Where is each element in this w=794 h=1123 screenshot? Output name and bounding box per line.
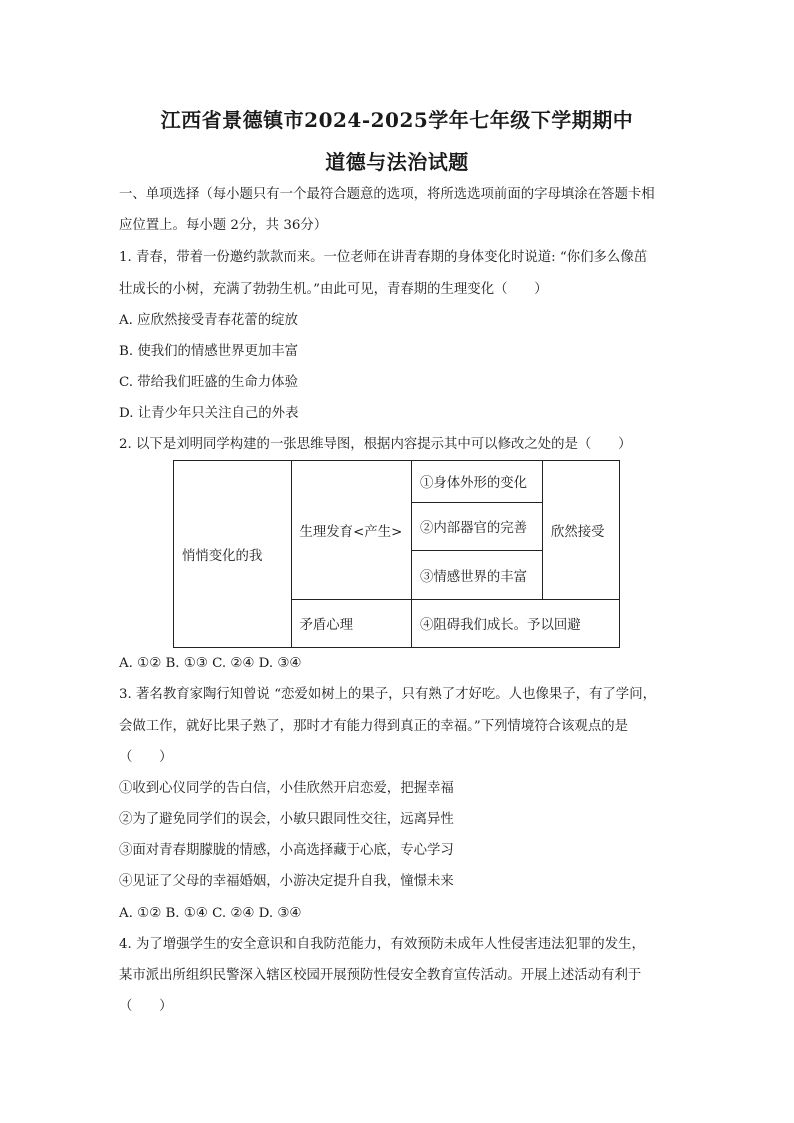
mind-map-table	[173, 460, 620, 648]
q1-option-a: A. 应欣然接受青春花蕾的绽放	[119, 313, 298, 328]
mind-map-leaf-2: ②内部器官的完善	[411, 503, 542, 551]
q3-item-4: ④见证了父母的幸福婚姻，小游决定提升自我，憧憬未来	[119, 874, 454, 889]
q3-stem-line1: 3. 著名教育家陶行知曾说 “恋爱如树上的果子，只有熟了才好吃。人也像果子，有了学问，	[119, 687, 656, 702]
section-heading-line1: 一、单项选择（每小题只有一个最符合题意的选项，将所选选项前面的字母填涂在答题卡相	[119, 187, 655, 202]
mind-map-attitude: 欣然接受	[542, 461, 619, 600]
mind-map-leaf-4: ④阻碍我们成长。予以回避	[411, 600, 619, 648]
q3-stem-line2: 会做工作，就好比果子熟了，那时才有能力得到真正的幸福。”下列情境符合该观点的是	[119, 719, 628, 734]
q1-option-d: D. 让青少年只关注自己的外表	[119, 406, 299, 421]
mind-map-branch-physical: 生理发育<产生>	[291, 461, 411, 600]
q1-stem-line1: 1. 青春，带着一份邀约款款而来。一位老师在讲青春期的身体变化时说道: “你们多么像茁	[119, 250, 648, 265]
q2-stem: 2. 以下是刘明同学构建的一张思维导图，根据内容提示其中可以修改之处的是（ ）	[119, 437, 632, 452]
q3-answers: A. ①② B. ①④ C. ②④ D. ③④	[119, 906, 302, 921]
q3-stem-line3: （ ）	[119, 750, 173, 765]
q1-option-c: C. 带给我们旺盛的生命力体验	[119, 375, 298, 390]
q3-item-2: ②为了避免同学们的误会，小敏只跟同性交往，远离异性	[119, 812, 454, 827]
exam-title-line2: 道德与法治试题	[325, 150, 469, 174]
q4-stem-line1: 4. 为了增强学生的安全意识和自我防范能力，有效预防未成年人性侵害违法犯罪的发生，	[119, 937, 645, 952]
exam-title-line1: 江西省景德镇市2024-2025学年七年级下学期期中	[160, 108, 634, 132]
mind-map-leaf-3: ③情感世界的丰富	[411, 551, 542, 600]
q4-stem-line2: 某市派出所组织民警深入辖区校园开展预防性侵安全教育宣传活动。开展上述活动有利于	[119, 968, 642, 983]
mind-map-leaf-1: ①身体外形的变化	[411, 461, 542, 503]
q1-stem-line2: 壮成长的小树，充满了勃勃生机。”由此可见，青春期的生理变化（ ）	[119, 282, 548, 297]
mind-map-root: 悄悄变化的我	[174, 461, 292, 648]
section-heading-line2: 应位置上。每小题 2分，共 36分）	[119, 218, 328, 233]
q1-option-b: B. 使我们的情感世界更加丰富	[119, 344, 299, 359]
q3-item-1: ①收到心仪同学的告白信，小佳欣然开启恋爱，把握幸福	[119, 781, 454, 796]
q4-stem-line3: （ ）	[119, 999, 173, 1014]
mind-map-branch-conflict: 矛盾心理	[291, 600, 411, 648]
q3-item-3: ③面对青春期朦胧的情感，小高选择藏于心底，专心学习	[119, 843, 454, 858]
q2-answers: A. ①② B. ①③ C. ②④ D. ③④	[119, 656, 302, 671]
